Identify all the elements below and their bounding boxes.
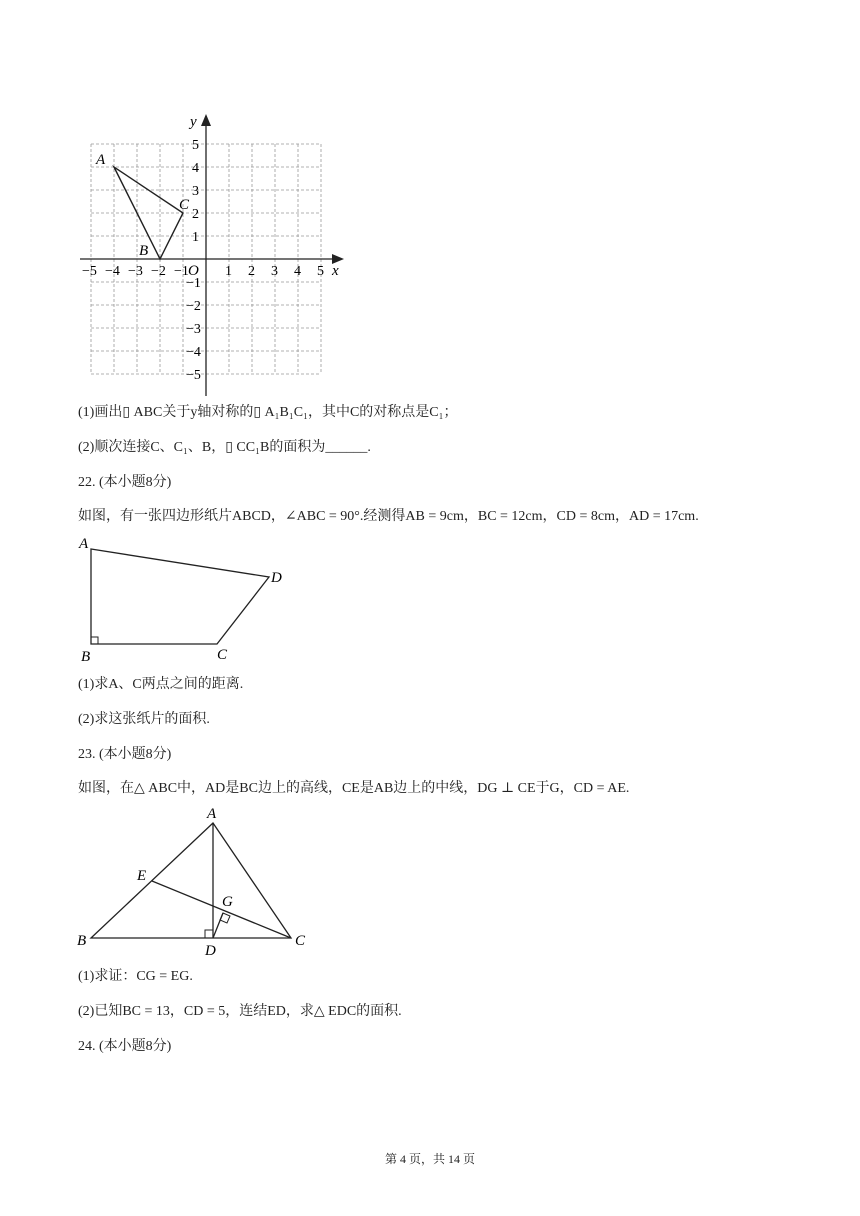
q23-part2: (2)已知BC = 13，CD = 5，连结ED，求△ EDC的面积. xyxy=(78,1004,402,1019)
q22-part2: (2)求这张纸片的面积. xyxy=(78,712,210,727)
q24-header: 24. (本小题8分) xyxy=(78,1039,172,1054)
triangle-figure xyxy=(75,805,320,960)
y-tick-label: −4 xyxy=(186,345,201,360)
y-tick-label: −1 xyxy=(186,276,201,291)
right-angle-mark xyxy=(91,637,98,644)
q23-stem: 如图，在△ ABC中，AD是BC边上的高线，CE是AB边上的中线，DG ⊥ CE于G，CD = AE. xyxy=(78,781,630,796)
x-tick-label: 1 xyxy=(225,264,232,279)
label-d-2: D xyxy=(205,943,216,959)
x-tick-labels xyxy=(82,264,324,279)
label-a: A xyxy=(79,536,89,552)
origin-label: O xyxy=(188,263,199,279)
y-tick-label: 5 xyxy=(192,138,199,153)
x-tick-label: 4 xyxy=(294,264,301,279)
label-a-2: A xyxy=(207,806,217,822)
label-c-2: C xyxy=(295,933,306,949)
y-tick-label: 2 xyxy=(192,207,199,222)
triangle-abc-2 xyxy=(91,823,291,938)
y-tick-label: −5 xyxy=(186,368,201,383)
y-tick-label: −3 xyxy=(186,322,201,337)
q22-part1: (1)求A、C两点之间的距离. xyxy=(78,677,244,692)
x-axis-label: x xyxy=(332,263,339,279)
point-label-c: C xyxy=(179,197,190,213)
right-angle-mark-d xyxy=(205,930,213,938)
x-tick-label: −2 xyxy=(151,264,166,279)
q22-stem: 如图，有一张四边形纸片ABCD，∠ABC = 90°.经测得AB = 9cm，BC = 12cm，CD = 8cm，AD = 17cm. xyxy=(78,509,699,524)
y-axis-label: y xyxy=(190,114,197,130)
x-tick-label: 2 xyxy=(248,264,255,279)
x-tick-label: −1 xyxy=(174,264,189,279)
q23-header: 23. (本小题8分) xyxy=(78,747,172,762)
y-tick-label: 1 xyxy=(192,230,199,245)
y-tick-label: −2 xyxy=(186,299,201,314)
axes xyxy=(80,114,344,396)
label-c: C xyxy=(217,647,228,663)
q22-header: 22. (本小题8分) xyxy=(78,475,172,490)
quadrilateral-abcd xyxy=(91,549,269,644)
q23-part1: (1)求证：CG = EG. xyxy=(78,969,193,984)
y-tick-labels xyxy=(186,138,201,383)
point-label-b: B xyxy=(139,243,149,259)
x-tick-label: −3 xyxy=(128,264,143,279)
x-tick-label: 3 xyxy=(271,264,278,279)
x-tick-label: 5 xyxy=(317,264,324,279)
x-tick-label: −5 xyxy=(82,264,97,279)
label-g: G xyxy=(222,894,233,910)
label-b: B xyxy=(81,649,91,665)
x-tick-label: −4 xyxy=(105,264,120,279)
q21-part2: (2)顺次连接C、C₁、B，▯ CC₁B的面积为______. xyxy=(78,440,371,455)
q21-part1: (1)画出▯ ABC关于y轴对称的▯ A₁B₁C₁，其中C的对称点是C₁； xyxy=(78,405,458,420)
point-label-a: A xyxy=(96,152,106,168)
coordinate-grid-figure xyxy=(70,108,360,398)
quadrilateral-figure xyxy=(75,535,295,665)
y-axis-arrow-icon xyxy=(201,114,211,126)
label-b-2: B xyxy=(77,933,87,949)
label-d: D xyxy=(271,570,282,586)
y-tick-label: 3 xyxy=(192,184,199,199)
label-e: E xyxy=(137,868,147,884)
y-tick-label: 4 xyxy=(192,161,199,176)
page-footer: 第 4 页，共 14 页 xyxy=(384,1152,475,1166)
